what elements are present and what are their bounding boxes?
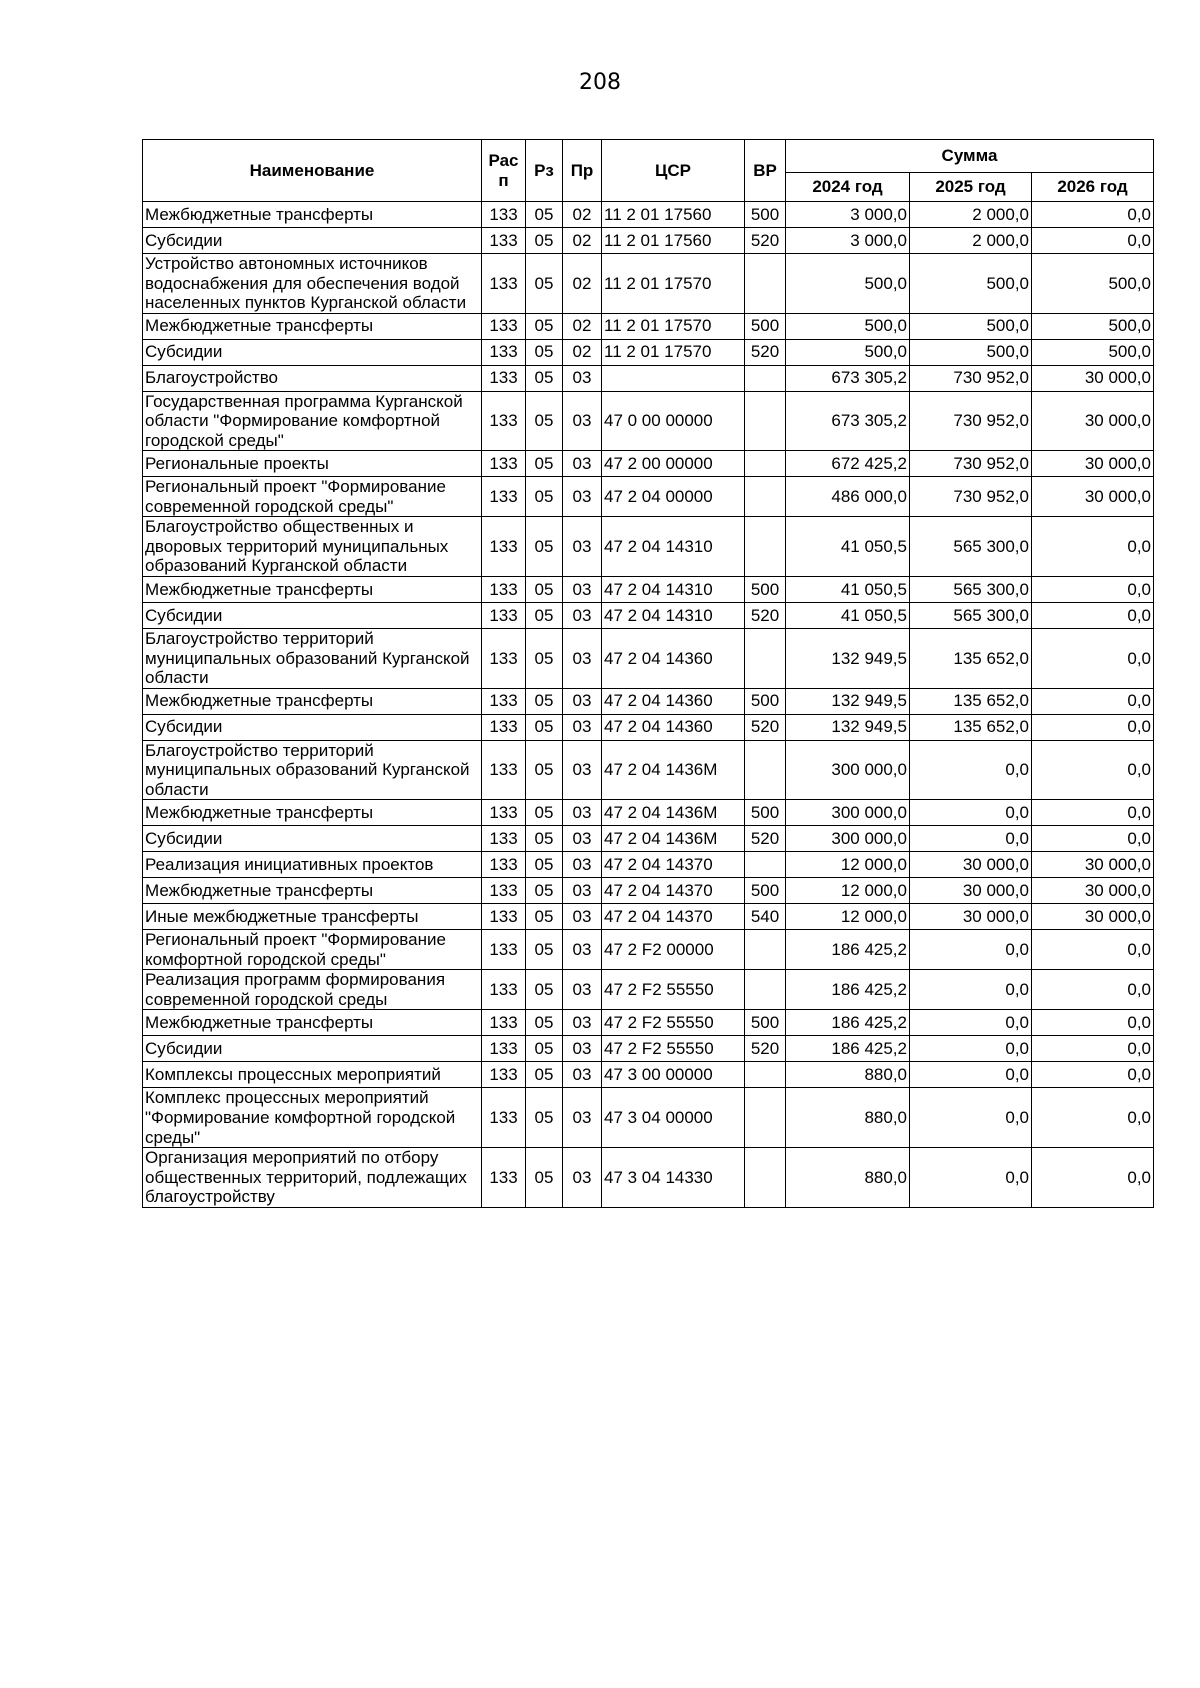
cell-2024: 673 305,2 — [786, 365, 910, 391]
header-name: Наименование — [143, 140, 482, 202]
cell-rasp: 133 — [482, 1148, 526, 1208]
table-body — [143, 202, 1154, 1208]
cell-rasp: 133 — [482, 577, 526, 603]
cell-rz: 05 — [526, 688, 563, 714]
cell-2026: 0,0 — [1032, 577, 1154, 603]
cell-2026: 0,0 — [1032, 517, 1154, 577]
cell-2024: 41 050,5 — [786, 603, 910, 629]
cell-csr: 47 3 04 14330 — [602, 1148, 745, 1208]
table-row — [143, 629, 1154, 689]
cell-2025: 135 652,0 — [910, 714, 1032, 740]
table-row — [143, 365, 1154, 391]
table-row — [143, 202, 1154, 228]
cell-2024: 41 050,5 — [786, 577, 910, 603]
cell-vr: 500 — [745, 688, 786, 714]
cell-pr: 03 — [563, 603, 602, 629]
cell-rz: 05 — [526, 930, 563, 970]
cell-2024: 3 000,0 — [786, 228, 910, 254]
cell-vr: 540 — [745, 904, 786, 930]
cell-pr: 02 — [563, 202, 602, 228]
budget-table — [142, 139, 1154, 1208]
cell-name: Комплексы процессных мероприятий — [143, 1062, 482, 1088]
table-row — [143, 339, 1154, 365]
cell-rasp: 133 — [482, 1088, 526, 1148]
cell-rasp: 133 — [482, 800, 526, 826]
cell-vr — [745, 740, 786, 800]
cell-2025: 30 000,0 — [910, 904, 1032, 930]
cell-2024: 880,0 — [786, 1062, 910, 1088]
cell-2025: 0,0 — [910, 1148, 1032, 1208]
cell-vr — [745, 451, 786, 477]
cell-pr: 02 — [563, 339, 602, 365]
cell-2025: 135 652,0 — [910, 629, 1032, 689]
cell-rasp: 133 — [482, 688, 526, 714]
cell-2026: 0,0 — [1032, 688, 1154, 714]
cell-vr — [745, 1088, 786, 1148]
table-row — [143, 1062, 1154, 1088]
cell-rasp: 133 — [482, 517, 526, 577]
cell-2024: 300 000,0 — [786, 740, 910, 800]
table-row — [143, 930, 1154, 970]
cell-pr: 03 — [563, 826, 602, 852]
cell-2025: 730 952,0 — [910, 365, 1032, 391]
cell-csr: 47 2 04 14360 — [602, 629, 745, 689]
cell-csr: 11 2 01 17570 — [602, 254, 745, 314]
cell-rasp: 133 — [482, 391, 526, 451]
cell-csr: 47 2 F2 55550 — [602, 970, 745, 1010]
cell-rz: 05 — [526, 339, 563, 365]
header-pr: Пр — [563, 140, 602, 202]
cell-rz: 05 — [526, 740, 563, 800]
cell-2026: 0,0 — [1032, 1062, 1154, 1088]
cell-pr: 02 — [563, 313, 602, 339]
cell-rasp: 133 — [482, 629, 526, 689]
cell-vr: 500 — [745, 577, 786, 603]
cell-name: Иные межбюджетные трансферты — [143, 904, 482, 930]
cell-2026: 30 000,0 — [1032, 365, 1154, 391]
cell-rz: 05 — [526, 629, 563, 689]
cell-pr: 03 — [563, 577, 602, 603]
cell-2026: 30 000,0 — [1032, 878, 1154, 904]
cell-pr: 03 — [563, 365, 602, 391]
cell-rasp: 133 — [482, 826, 526, 852]
cell-2025: 565 300,0 — [910, 517, 1032, 577]
cell-vr: 520 — [745, 339, 786, 365]
cell-pr: 03 — [563, 391, 602, 451]
cell-csr: 47 2 00 00000 — [602, 451, 745, 477]
cell-vr — [745, 391, 786, 451]
cell-2024: 132 949,5 — [786, 714, 910, 740]
cell-2026: 0,0 — [1032, 228, 1154, 254]
cell-2026: 0,0 — [1032, 970, 1154, 1010]
page-number: 208 — [579, 70, 621, 95]
table-header — [143, 140, 1154, 202]
cell-rz: 05 — [526, 577, 563, 603]
cell-rasp: 133 — [482, 740, 526, 800]
table-row — [143, 878, 1154, 904]
cell-2026: 0,0 — [1032, 1148, 1154, 1208]
cell-pr: 03 — [563, 1088, 602, 1148]
header-vr: ВР — [745, 140, 786, 202]
cell-vr: 520 — [745, 1036, 786, 1062]
cell-rz: 05 — [526, 904, 563, 930]
cell-2024: 12 000,0 — [786, 852, 910, 878]
cell-pr: 03 — [563, 714, 602, 740]
cell-name: Межбюджетные трансферты — [143, 202, 482, 228]
cell-vr — [745, 970, 786, 1010]
cell-rasp: 133 — [482, 852, 526, 878]
cell-rasp: 133 — [482, 930, 526, 970]
cell-2025: 30 000,0 — [910, 852, 1032, 878]
cell-csr: 47 2 04 00000 — [602, 477, 745, 517]
cell-csr: 11 2 01 17570 — [602, 339, 745, 365]
cell-rasp: 133 — [482, 1010, 526, 1036]
cell-vr: 500 — [745, 313, 786, 339]
cell-2026: 0,0 — [1032, 714, 1154, 740]
cell-rz: 05 — [526, 1148, 563, 1208]
cell-2024: 186 425,2 — [786, 1036, 910, 1062]
cell-rasp: 133 — [482, 254, 526, 314]
cell-2026: 0,0 — [1032, 930, 1154, 970]
cell-2024: 300 000,0 — [786, 826, 910, 852]
cell-2025: 0,0 — [910, 800, 1032, 826]
cell-rasp: 133 — [482, 603, 526, 629]
cell-csr: 47 2 04 14370 — [602, 852, 745, 878]
cell-rz: 05 — [526, 1062, 563, 1088]
table-row — [143, 1036, 1154, 1062]
cell-rasp: 133 — [482, 313, 526, 339]
cell-vr — [745, 254, 786, 314]
header-sum: Сумма — [786, 140, 1154, 173]
table-row — [143, 228, 1154, 254]
cell-vr: 500 — [745, 878, 786, 904]
cell-rasp: 133 — [482, 970, 526, 1010]
cell-name: Межбюджетные трансферты — [143, 878, 482, 904]
cell-2025: 500,0 — [910, 254, 1032, 314]
cell-2025: 500,0 — [910, 339, 1032, 365]
table-row — [143, 826, 1154, 852]
table-row — [143, 970, 1154, 1010]
cell-vr — [745, 1062, 786, 1088]
cell-2026: 0,0 — [1032, 629, 1154, 689]
cell-2025: 2 000,0 — [910, 228, 1032, 254]
cell-pr: 03 — [563, 451, 602, 477]
cell-2026: 30 000,0 — [1032, 451, 1154, 477]
cell-name: Субсидии — [143, 603, 482, 629]
cell-2026: 30 000,0 — [1032, 391, 1154, 451]
cell-2025: 730 952,0 — [910, 477, 1032, 517]
cell-pr: 03 — [563, 517, 602, 577]
cell-2025: 0,0 — [910, 740, 1032, 800]
cell-rz: 05 — [526, 800, 563, 826]
cell-name: Межбюджетные трансферты — [143, 1010, 482, 1036]
cell-2026: 0,0 — [1032, 826, 1154, 852]
cell-2025: 135 652,0 — [910, 688, 1032, 714]
cell-rz: 05 — [526, 228, 563, 254]
cell-pr: 03 — [563, 800, 602, 826]
cell-2026: 0,0 — [1032, 1010, 1154, 1036]
cell-2024: 132 949,5 — [786, 629, 910, 689]
cell-rz: 05 — [526, 477, 563, 517]
cell-rasp: 133 — [482, 477, 526, 517]
cell-vr: 520 — [745, 228, 786, 254]
cell-name: Благоустройство общественных и дворовых территорий муниципальных образований Курганской области — [143, 517, 482, 577]
cell-pr: 03 — [563, 1062, 602, 1088]
cell-rasp: 133 — [482, 339, 526, 365]
cell-pr: 02 — [563, 228, 602, 254]
cell-name: Реализация программ формирования современной городской среды — [143, 970, 482, 1010]
cell-2026: 0,0 — [1032, 202, 1154, 228]
cell-csr: 11 2 01 17560 — [602, 202, 745, 228]
cell-pr: 03 — [563, 1010, 602, 1036]
cell-pr: 03 — [563, 740, 602, 800]
cell-pr: 03 — [563, 1148, 602, 1208]
cell-2024: 500,0 — [786, 313, 910, 339]
cell-2025: 565 300,0 — [910, 577, 1032, 603]
cell-csr: 47 2 F2 55550 — [602, 1010, 745, 1036]
cell-rz: 05 — [526, 1036, 563, 1062]
header-2024: 2024 год — [786, 173, 910, 202]
cell-csr: 47 2 F2 00000 — [602, 930, 745, 970]
cell-vr: 520 — [745, 714, 786, 740]
cell-rasp: 133 — [482, 1036, 526, 1062]
cell-2024: 186 425,2 — [786, 1010, 910, 1036]
cell-csr: 47 3 04 00000 — [602, 1088, 745, 1148]
cell-name: Комплекс процессных мероприятий "Формирование комфортной городской среды" — [143, 1088, 482, 1148]
table-row — [143, 577, 1154, 603]
table-row — [143, 391, 1154, 451]
cell-pr: 03 — [563, 904, 602, 930]
cell-rz: 05 — [526, 254, 563, 314]
cell-rasp: 133 — [482, 878, 526, 904]
cell-2024: 880,0 — [786, 1148, 910, 1208]
cell-2026: 500,0 — [1032, 254, 1154, 314]
cell-rasp: 133 — [482, 714, 526, 740]
cell-rz: 05 — [526, 202, 563, 228]
cell-2025: 500,0 — [910, 313, 1032, 339]
cell-rz: 05 — [526, 451, 563, 477]
cell-rasp: 133 — [482, 365, 526, 391]
cell-pr: 03 — [563, 688, 602, 714]
cell-vr — [745, 1148, 786, 1208]
cell-2024: 12 000,0 — [786, 904, 910, 930]
cell-name: Благоустройство территорий муниципальных образований Курганской области — [143, 740, 482, 800]
cell-rz: 05 — [526, 852, 563, 878]
cell-pr: 03 — [563, 477, 602, 517]
cell-rasp: 133 — [482, 1062, 526, 1088]
cell-rz: 05 — [526, 878, 563, 904]
cell-csr: 47 2 04 1436M — [602, 740, 745, 800]
cell-rz: 05 — [526, 826, 563, 852]
cell-2026: 30 000,0 — [1032, 852, 1154, 878]
cell-csr: 11 2 01 17570 — [602, 313, 745, 339]
cell-csr: 47 2 04 1436M — [602, 800, 745, 826]
cell-name: Субсидии — [143, 228, 482, 254]
cell-name: Межбюджетные трансферты — [143, 800, 482, 826]
cell-2024: 3 000,0 — [786, 202, 910, 228]
cell-vr — [745, 930, 786, 970]
cell-2024: 673 305,2 — [786, 391, 910, 451]
cell-csr: 47 2 04 14310 — [602, 577, 745, 603]
cell-2025: 730 952,0 — [910, 391, 1032, 451]
header-2025: 2025 год — [910, 173, 1032, 202]
cell-2024: 486 000,0 — [786, 477, 910, 517]
cell-rz: 05 — [526, 313, 563, 339]
cell-2026: 0,0 — [1032, 1036, 1154, 1062]
cell-2026: 30 000,0 — [1032, 904, 1154, 930]
cell-name: Межбюджетные трансферты — [143, 688, 482, 714]
cell-vr: 500 — [745, 800, 786, 826]
cell-2025: 0,0 — [910, 1010, 1032, 1036]
table-row — [143, 714, 1154, 740]
cell-rasp: 133 — [482, 904, 526, 930]
cell-csr: 47 0 00 00000 — [602, 391, 745, 451]
cell-csr: 47 2 04 14310 — [602, 517, 745, 577]
cell-name: Региональные проекты — [143, 451, 482, 477]
cell-csr: 47 2 04 14360 — [602, 714, 745, 740]
cell-csr: 47 2 04 14370 — [602, 904, 745, 930]
cell-2026: 500,0 — [1032, 339, 1154, 365]
cell-csr: 47 2 04 14370 — [602, 878, 745, 904]
table-row — [143, 904, 1154, 930]
cell-2025: 0,0 — [910, 1062, 1032, 1088]
cell-pr: 02 — [563, 254, 602, 314]
cell-rz: 05 — [526, 391, 563, 451]
cell-2026: 0,0 — [1032, 603, 1154, 629]
cell-pr: 03 — [563, 852, 602, 878]
cell-2024: 500,0 — [786, 339, 910, 365]
cell-2025: 30 000,0 — [910, 878, 1032, 904]
table-row — [143, 477, 1154, 517]
cell-2024: 672 425,2 — [786, 451, 910, 477]
table-row — [143, 254, 1154, 314]
header-rasp: Рас п — [482, 140, 526, 202]
cell-rz: 05 — [526, 1088, 563, 1148]
table-row — [143, 1148, 1154, 1208]
cell-name: Реализация инициативных проектов — [143, 852, 482, 878]
cell-name: Региональный проект "Формирование комфортной городской среды" — [143, 930, 482, 970]
cell-vr: 520 — [745, 826, 786, 852]
table-row — [143, 688, 1154, 714]
cell-pr: 03 — [563, 878, 602, 904]
cell-rz: 05 — [526, 714, 563, 740]
cell-pr: 03 — [563, 930, 602, 970]
cell-name: Благоустройство — [143, 365, 482, 391]
table-row — [143, 313, 1154, 339]
cell-2025: 0,0 — [910, 1036, 1032, 1062]
cell-2024: 880,0 — [786, 1088, 910, 1148]
cell-pr: 03 — [563, 970, 602, 1010]
cell-2026: 500,0 — [1032, 313, 1154, 339]
cell-2024: 500,0 — [786, 254, 910, 314]
cell-rz: 05 — [526, 603, 563, 629]
cell-2026: 0,0 — [1032, 800, 1154, 826]
cell-rasp: 133 — [482, 228, 526, 254]
cell-pr: 03 — [563, 1036, 602, 1062]
cell-name: Организация мероприятий по отбору общественных территорий, подлежащих благоустройству — [143, 1148, 482, 1208]
cell-name: Субсидии — [143, 714, 482, 740]
header-2026: 2026 год — [1032, 173, 1154, 202]
cell-name: Субсидии — [143, 1036, 482, 1062]
cell-rz: 05 — [526, 365, 563, 391]
table-row — [143, 517, 1154, 577]
cell-vr: 500 — [745, 202, 786, 228]
cell-2024: 41 050,5 — [786, 517, 910, 577]
table-row — [143, 603, 1154, 629]
cell-2026: 30 000,0 — [1032, 477, 1154, 517]
table-row — [143, 1010, 1154, 1036]
cell-vr: 520 — [745, 603, 786, 629]
cell-2024: 186 425,2 — [786, 930, 910, 970]
cell-2024: 132 949,5 — [786, 688, 910, 714]
cell-2025: 0,0 — [910, 1088, 1032, 1148]
cell-csr: 11 2 01 17560 — [602, 228, 745, 254]
cell-2025: 565 300,0 — [910, 603, 1032, 629]
cell-name: Региональный проект "Формирование современной городской среды" — [143, 477, 482, 517]
cell-csr: 47 2 04 14360 — [602, 688, 745, 714]
cell-csr: 47 2 F2 55550 — [602, 1036, 745, 1062]
cell-2025: 0,0 — [910, 930, 1032, 970]
cell-2025: 0,0 — [910, 970, 1032, 1010]
cell-name: Устройство автономных источников водоснабжения для обеспечения водой населенных пунктов Курганской области — [143, 254, 482, 314]
cell-vr — [745, 477, 786, 517]
cell-2024: 12 000,0 — [786, 878, 910, 904]
cell-csr: 47 3 00 00000 — [602, 1062, 745, 1088]
cell-rz: 05 — [526, 517, 563, 577]
cell-name: Межбюджетные трансферты — [143, 577, 482, 603]
cell-2025: 2 000,0 — [910, 202, 1032, 228]
table-row — [143, 740, 1154, 800]
cell-csr: 47 2 04 1436M — [602, 826, 745, 852]
cell-csr — [602, 365, 745, 391]
cell-vr — [745, 852, 786, 878]
cell-pr: 03 — [563, 629, 602, 689]
cell-2025: 730 952,0 — [910, 451, 1032, 477]
cell-vr — [745, 629, 786, 689]
cell-2024: 186 425,2 — [786, 970, 910, 1010]
cell-2026: 0,0 — [1032, 1088, 1154, 1148]
cell-rz: 05 — [526, 970, 563, 1010]
cell-rasp: 133 — [482, 451, 526, 477]
table-row — [143, 1088, 1154, 1148]
cell-name: Субсидии — [143, 826, 482, 852]
cell-2026: 0,0 — [1032, 740, 1154, 800]
cell-rz: 05 — [526, 1010, 563, 1036]
cell-vr — [745, 517, 786, 577]
table-row — [143, 451, 1154, 477]
cell-2025: 0,0 — [910, 826, 1032, 852]
cell-name: Благоустройство территорий муниципальных образований Курганской области — [143, 629, 482, 689]
cell-name: Межбюджетные трансферты — [143, 313, 482, 339]
header-csr: ЦСР — [602, 140, 745, 202]
cell-vr: 500 — [745, 1010, 786, 1036]
cell-vr — [745, 365, 786, 391]
table-row — [143, 800, 1154, 826]
header-rz: Рз — [526, 140, 563, 202]
cell-2024: 300 000,0 — [786, 800, 910, 826]
cell-name: Государственная программа Курганской области "Формирование комфортной городской среды" — [143, 391, 482, 451]
table-row — [143, 852, 1154, 878]
cell-rasp: 133 — [482, 202, 526, 228]
cell-csr: 47 2 04 14310 — [602, 603, 745, 629]
cell-name: Субсидии — [143, 339, 482, 365]
